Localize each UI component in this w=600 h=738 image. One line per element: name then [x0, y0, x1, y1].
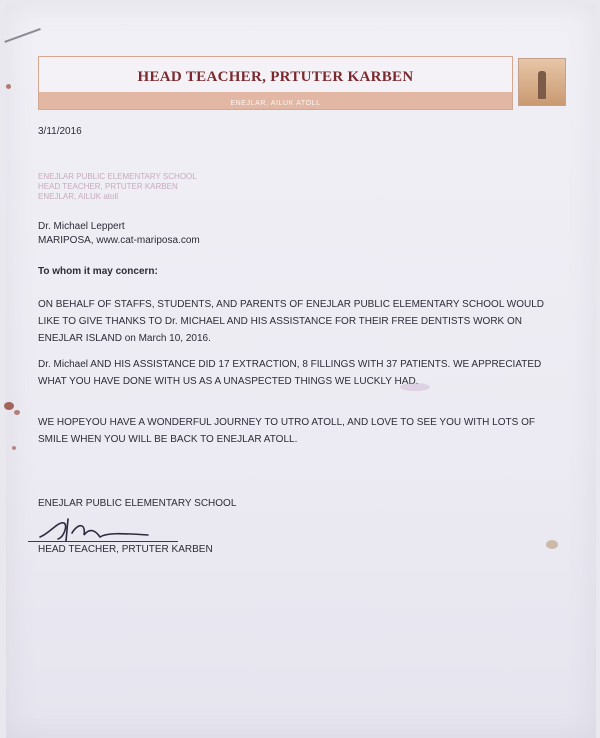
recipient-name: Dr. Michael Leppert — [38, 221, 125, 232]
closing-title: HEAD TEACHER, PRTUTER KARBEN — [38, 544, 213, 555]
stain-mark — [12, 446, 16, 450]
letterhead-band — [39, 92, 512, 109]
stain-mark — [546, 540, 558, 549]
sender-line: HEAD TEACHER, PRTUTER KARBEN — [38, 182, 178, 191]
body-paragraph-2: Dr. Michael AND HIS ASSISTANCE DID 17 EXTRACTION, 8 FILLINGS WITH 37 PATIENTS. WE APPRECIATED WHAT YOU HAVE DONE WITH US AS A UNASPECTED THINGS WE LUCKLY HAD. — [38, 359, 542, 387]
person-figure-icon — [538, 71, 546, 99]
stain-mark — [14, 410, 20, 415]
letterhead-subtitle: ENEJLAR, AILUK ATOLL — [230, 100, 321, 107]
closing-school: ENEJLAR PUBLIC ELEMENTARY SCHOOL — [38, 498, 237, 509]
recipient-block — [38, 220, 200, 248]
letterhead — [38, 56, 513, 110]
body-paragraph-3: WE HOPEYOU HAVE A WONDERFUL JOURNEY TO UTRO ATOLL, AND LOVE TO SEE YOU WITH LOTS OF SMILE WHEN YOU WILL BE BACK TO ENEJLAR ATOLL. — [38, 417, 535, 445]
salutation: To whom it may concern: — [38, 266, 158, 277]
stain-mark — [4, 402, 14, 410]
letterhead-photo — [518, 58, 566, 106]
sender-line: ENEJLAR PUBLIC ELEMENTARY SCHOOL — [38, 172, 197, 181]
signature-line — [28, 541, 178, 542]
sender-line: ENEJLAR, AILUK atoll — [38, 192, 119, 201]
letterhead-title: HEAD TEACHER, PRTUTER KARBEN — [137, 69, 414, 85]
letter-date: 3/11/2016 — [38, 126, 82, 137]
stain-mark — [400, 383, 430, 391]
stain-mark — [6, 84, 11, 89]
body-paragraph-1: ON BEHALF OF STAFFS, STUDENTS, AND PARENTS OF ENEJLAR PUBLIC ELEMENTARY SCHOOL WOULD LIKE TO GIVE THANKS TO Dr. MICHAEL AND HIS ASSISTANCE FOR THEIR FREE DENTISTS WORK ON ENEJLAR ISLAND on March 10, 2016. — [38, 299, 545, 344]
staple — [4, 28, 45, 56]
sender-block — [38, 172, 197, 202]
recipient-address: MARIPOSA, www.cat-mariposa.com — [38, 235, 200, 246]
